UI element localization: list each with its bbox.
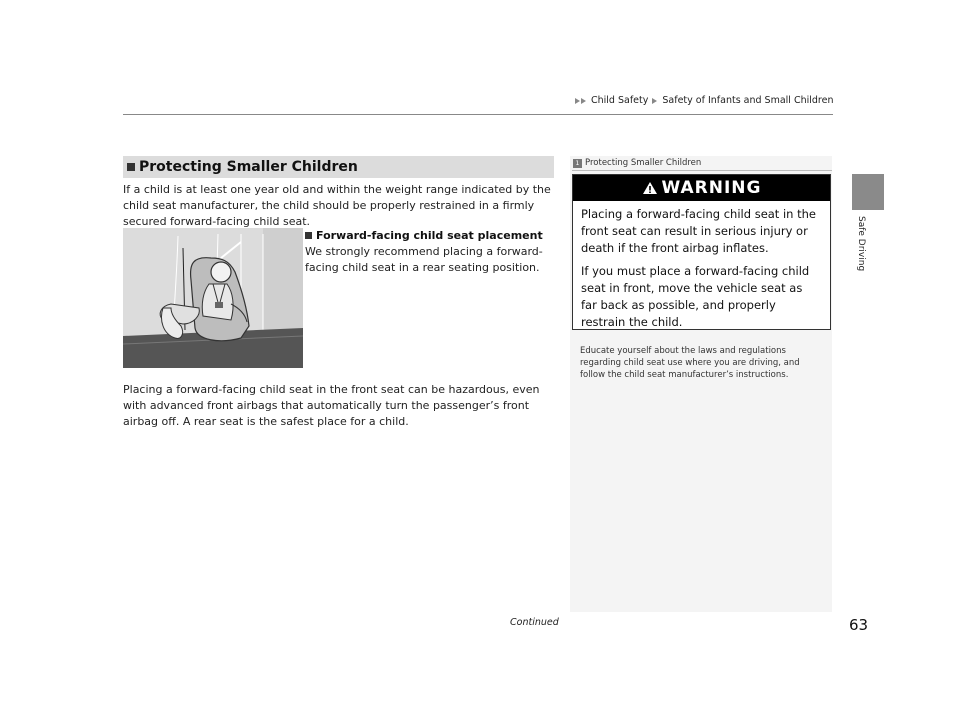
warning-banner [573, 175, 830, 201]
warning-label: WARNING [661, 178, 762, 198]
warning-triangle-icon [642, 181, 658, 195]
sidenote-heading [573, 158, 701, 168]
sidenote-title: Protecting Smaller Children [585, 158, 702, 168]
continued-label: Continued [510, 617, 559, 628]
section-header [123, 156, 554, 178]
section-title: Protecting Smaller Children [139, 159, 358, 175]
hazard-paragraph: Placing a forward-facing child seat in the front seat can be hazardous, even with advanced front airbags that automatically turn the passenger’s front airbag off. A rear seat is the safest place for a child. [123, 383, 540, 428]
intro-paragraph: If a child is at least one year old and within the weight range indicated by the child seat manufacturer, the child should be properly restrained in a firmly secured forward-facing child seat. [123, 183, 551, 228]
breadcrumb-item-child-safety[interactable]: Child Safety [591, 95, 649, 106]
warning-text-1: Placing a forward-facing child seat in the front seat can result in serious injury or death if the front airbag inflates. [581, 207, 816, 255]
chapter-tab-label: Safe Driving [856, 216, 866, 272]
forward-facing-child-seat-illustration [123, 228, 303, 368]
subsection-text: We strongly recommend placing a forward-facing child seat in a rear seating position. [305, 245, 543, 274]
sidenote-divider [572, 170, 832, 171]
chevron-right-icon [581, 98, 586, 104]
warning-text-2: If you must place a forward-facing child seat in front, move the vehicle seat as far back as possible, and properly restrain the child. [581, 264, 810, 329]
sidenote-body: Educate yourself about the laws and regulations regarding child seat use where you are driving, and follow the child seat manufacturer’s instructions. [580, 346, 800, 380]
subsection-heading [305, 229, 543, 242]
chapter-tab-marker [852, 174, 884, 210]
header-divider [123, 114, 833, 115]
square-bullet-icon [127, 163, 135, 171]
breadcrumb [575, 95, 834, 106]
note-number-badge: 1 [573, 159, 582, 168]
chevron-right-icon [652, 98, 657, 104]
subsection-title: Forward-facing child seat placement [316, 229, 543, 242]
breadcrumb-item-safety-infants[interactable]: Safety of Infants and Small Children [662, 95, 834, 106]
square-bullet-icon [305, 232, 312, 239]
warning-box [572, 174, 831, 330]
page-number: 63 [849, 616, 869, 634]
chapter-tab[interactable] [856, 216, 880, 296]
chevron-right-icon [575, 98, 580, 104]
